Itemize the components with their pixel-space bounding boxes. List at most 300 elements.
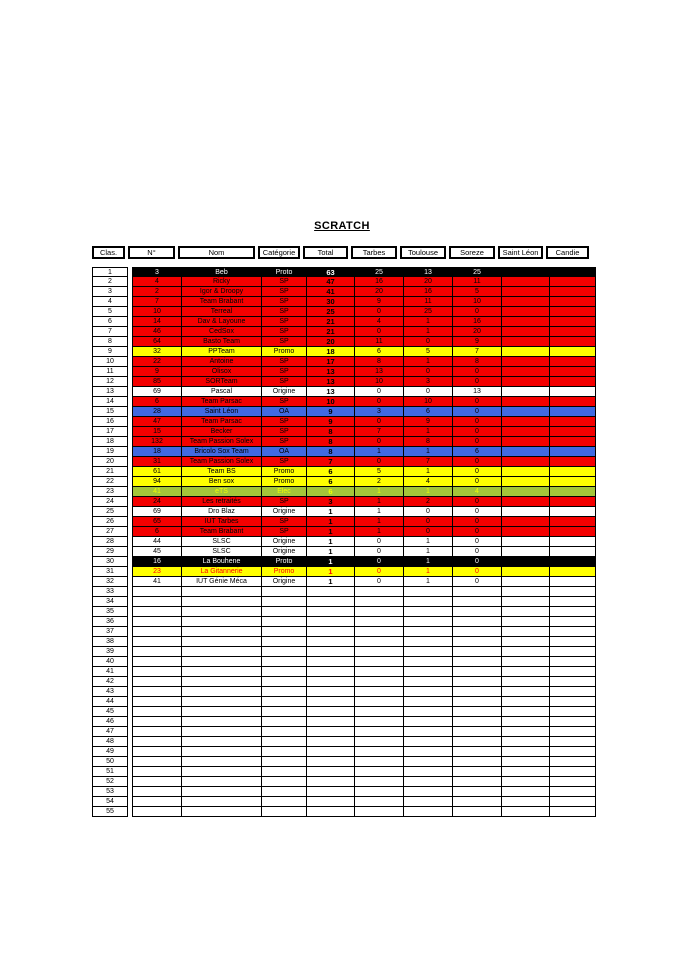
cell-soreze: 0 [453,547,502,557]
cell-saint-leon [502,277,550,287]
cell-numero [132,637,182,647]
cell-saint-leon [502,627,550,637]
cell-numero: 31 [132,457,182,467]
cell-tarbes [355,597,404,607]
cell-soreze [453,787,502,797]
cell-toulouse: 0 [404,367,453,377]
cell-tarbes [355,587,404,597]
table-row [92,387,596,397]
cell-clas: 30 [92,557,128,567]
cell-soreze: 0 [453,467,502,477]
cell-categorie: Origine [262,547,307,557]
cell-soreze: 5 [453,287,502,297]
cell-numero: 69 [132,387,182,397]
cell-total [307,757,355,767]
cell-saint-leon [502,567,550,577]
cell-total: 8 [307,437,355,447]
cell-soreze: 0 [453,497,502,507]
cell-toulouse [404,717,453,727]
cell-nom: SLSC [182,537,262,547]
cell-candie [550,587,596,597]
cell-clas: 36 [92,617,128,627]
cell-soreze [453,697,502,707]
cell-numero [132,657,182,667]
cell-saint-leon [502,647,550,657]
row-strip [132,357,596,367]
cell-tarbes: 0 [355,437,404,447]
cell-toulouse: 9 [404,417,453,427]
table-row [92,347,596,357]
cell-tarbes [355,727,404,737]
cell-numero: 41 [132,577,182,587]
cell-toulouse: 0 [404,507,453,517]
cell-soreze: 4 [453,487,502,497]
column-header-numero: N° [128,246,175,259]
cell-toulouse: 6 [404,407,453,417]
cell-soreze: 20 [453,327,502,337]
cell-total: 9 [307,407,355,417]
cell-candie [550,787,596,797]
row-strip [132,277,596,287]
cell-saint-leon [502,777,550,787]
cell-numero: 32 [132,347,182,357]
cell-nom: Team BS [182,467,262,477]
cell-categorie [262,757,307,767]
cell-numero: 94 [132,477,182,487]
cell-numero [132,727,182,737]
cell-total [307,677,355,687]
cell-total [307,807,355,817]
row-strip [132,537,596,547]
cell-toulouse: 2 [404,497,453,507]
cell-tarbes: 0 [355,417,404,427]
cell-clas: 20 [92,457,128,467]
cell-clas: 52 [92,777,128,787]
cell-toulouse: 1 [404,537,453,547]
cell-tarbes: 10 [355,377,404,387]
table-row [92,457,596,467]
cell-nom: IUT Génie Méca [182,577,262,587]
cell-categorie [262,597,307,607]
column-header-nom: Nom [178,246,255,259]
cell-saint-leon [502,807,550,817]
row-strip [132,377,596,387]
cell-numero [132,797,182,807]
cell-clas: 43 [92,687,128,697]
cell-toulouse [404,757,453,767]
row-strip [132,337,596,347]
cell-clas: 4 [92,297,128,307]
cell-candie [550,507,596,517]
cell-saint-leon [502,757,550,767]
cell-soreze: 0 [453,477,502,487]
cell-toulouse: 5 [404,347,453,357]
cell-candie [550,537,596,547]
cell-numero: 10 [132,307,182,317]
cell-nom [182,677,262,687]
cell-toulouse: 1 [404,447,453,457]
cell-saint-leon [502,437,550,447]
table-row [92,687,596,697]
cell-toulouse: 1 [404,557,453,567]
table-row [92,527,596,537]
cell-tarbes [355,697,404,707]
cell-toulouse: 8 [404,437,453,447]
cell-saint-leon [502,517,550,527]
cell-saint-leon [502,417,550,427]
cell-saint-leon [502,607,550,617]
cell-toulouse: 1 [404,327,453,337]
cell-toulouse: 4 [404,477,453,487]
cell-nom: PPTeam [182,347,262,357]
cell-soreze: 0 [453,417,502,427]
cell-candie [550,727,596,737]
cell-soreze: 6 [453,447,502,457]
table-row [92,617,596,627]
cell-toulouse [404,597,453,607]
cell-clas: 27 [92,527,128,537]
cell-tarbes: 1 [355,447,404,457]
row-strip [132,527,596,537]
cell-saint-leon [502,707,550,717]
cell-numero: 3 [132,267,182,277]
row-strip [132,367,596,377]
table-header [92,246,589,259]
cell-numero: 2 [132,287,182,297]
cell-categorie: SP [262,297,307,307]
cell-categorie: Origine [262,537,307,547]
cell-numero [132,607,182,617]
cell-categorie [262,587,307,597]
cell-soreze [453,607,502,617]
row-strip [132,287,596,297]
cell-clas: 48 [92,737,128,747]
cell-soreze [453,737,502,747]
row-strip [132,677,596,687]
cell-total [307,617,355,627]
row-strip [132,487,596,497]
cell-candie [550,487,596,497]
cell-categorie: Origine [262,507,307,517]
cell-clas: 6 [92,317,128,327]
table-row [92,647,596,657]
cell-clas: 55 [92,807,128,817]
cell-tarbes: 0 [355,567,404,577]
table-row [92,637,596,647]
cell-numero [132,757,182,767]
cell-toulouse [404,787,453,797]
cell-clas: 7 [92,327,128,337]
cell-tarbes [355,787,404,797]
cell-saint-leon [502,407,550,417]
cell-clas: 28 [92,537,128,547]
row-strip [132,747,596,757]
cell-total: 30 [307,297,355,307]
cell-candie [550,647,596,657]
cell-categorie [262,787,307,797]
cell-nom: Pascal [182,387,262,397]
cell-numero [132,707,182,717]
cell-categorie: Proto [262,267,307,277]
cell-soreze: 10 [453,297,502,307]
cell-saint-leon [502,467,550,477]
cell-nom [182,757,262,767]
cell-tarbes: 0 [355,537,404,547]
cell-candie [550,467,596,477]
cell-categorie: SP [262,437,307,447]
cell-candie [550,457,596,467]
row-strip [132,477,596,487]
cell-categorie: SP [262,317,307,327]
cell-nom: Ben sox [182,477,262,487]
cell-tarbes [355,737,404,747]
cell-soreze: 0 [453,527,502,537]
cell-total: 6 [307,477,355,487]
column-header-clas: Clas. [92,246,125,259]
cell-soreze: 0 [453,367,502,377]
cell-tarbes [355,677,404,687]
cell-soreze: 13 [453,387,502,397]
cell-candie [550,287,596,297]
cell-clas: 33 [92,587,128,597]
row-strip [132,607,596,617]
table-row [92,707,596,717]
cell-nom: Ricky [182,277,262,287]
cell-numero [132,667,182,677]
cell-soreze [453,797,502,807]
cell-numero [132,697,182,707]
cell-saint-leon [502,747,550,757]
cell-soreze [453,627,502,637]
cell-toulouse: 11 [404,297,453,307]
cell-nom: Beb [182,267,262,277]
cell-total [307,697,355,707]
cell-toulouse: 20 [404,277,453,287]
cell-candie [550,357,596,367]
cell-total [307,687,355,697]
column-header-saintleon: Saint Léon [498,246,543,259]
cell-tarbes [355,777,404,787]
cell-numero: 65 [132,517,182,527]
table-row [92,597,596,607]
cell-total: 1 [307,577,355,587]
row-strip [132,807,596,817]
cell-nom [182,627,262,637]
cell-nom: Bricolo Sox Team [182,447,262,457]
cell-clas: 50 [92,757,128,767]
cell-clas: 16 [92,417,128,427]
cell-numero: 45 [132,547,182,557]
cell-numero: 15 [132,427,182,437]
table-row [92,677,596,687]
cell-soreze: 0 [453,537,502,547]
cell-toulouse: 13 [404,267,453,277]
cell-categorie: SP [262,287,307,297]
cell-tarbes: 1 [355,497,404,507]
cell-soreze: 0 [453,517,502,527]
cell-clas: 14 [92,397,128,407]
cell-numero [132,587,182,597]
cell-soreze [453,587,502,597]
cell-total [307,707,355,717]
cell-soreze [453,647,502,657]
cell-toulouse [404,777,453,787]
cell-nom [182,637,262,647]
cell-nom [182,777,262,787]
table-row [92,357,596,367]
cell-saint-leon [502,287,550,297]
cell-toulouse: 0 [404,387,453,397]
cell-candie [550,427,596,437]
cell-soreze: 0 [453,437,502,447]
cell-soreze: 0 [453,577,502,587]
cell-candie [550,367,596,377]
cell-clas: 22 [92,477,128,487]
cell-soreze: 9 [453,337,502,347]
cell-candie [550,597,596,607]
cell-numero [132,627,182,637]
cell-toulouse: 10 [404,397,453,407]
cell-tarbes: 8 [355,357,404,367]
table-row [92,397,596,407]
cell-total: 47 [307,277,355,287]
cell-toulouse [404,677,453,687]
cell-numero: 132 [132,437,182,447]
cell-numero: 44 [132,537,182,547]
cell-total [307,777,355,787]
cell-total: 41 [307,287,355,297]
cell-soreze: 0 [453,407,502,417]
cell-tarbes [355,747,404,757]
table-row [92,567,596,577]
row-strip [132,777,596,787]
cell-categorie [262,777,307,787]
row-strip [132,797,596,807]
cell-tarbes [355,647,404,657]
cell-tarbes: 9 [355,297,404,307]
cell-candie [550,557,596,567]
cell-toulouse: 1 [404,567,453,577]
cell-categorie [262,627,307,637]
row-strip [132,787,596,797]
column-header-candie: Candie [546,246,589,259]
cell-toulouse [404,747,453,757]
cell-categorie: SP [262,377,307,387]
row-strip [132,387,596,397]
cell-numero: 61 [132,467,182,477]
cell-nom [182,607,262,617]
cell-categorie [262,647,307,657]
cell-tarbes: 0 [355,457,404,467]
cell-categorie [262,727,307,737]
cell-clas: 47 [92,727,128,737]
table-row [92,747,596,757]
cell-candie [550,477,596,487]
cell-soreze [453,807,502,817]
cell-total [307,607,355,617]
row-strip [132,467,596,477]
cell-tarbes: 6 [355,347,404,357]
cell-tarbes: 1 [355,507,404,517]
cell-categorie [262,717,307,727]
cell-tarbes: 16 [355,277,404,287]
cell-numero: 7 [132,297,182,307]
row-strip [132,397,596,407]
cell-saint-leon [502,547,550,557]
table-row [92,807,596,817]
cell-categorie: SP [262,307,307,317]
row-strip [132,517,596,527]
cell-nom [182,717,262,727]
cell-total [307,597,355,607]
cell-nom [182,647,262,657]
cell-candie [550,807,596,817]
cell-categorie: SP [262,517,307,527]
cell-candie [550,657,596,667]
cell-toulouse [404,687,453,697]
cell-tarbes: 1 [355,487,404,497]
cell-nom: Dro Blaz [182,507,262,517]
cell-clas: 45 [92,707,128,717]
cell-categorie: SP [262,417,307,427]
cell-candie [550,617,596,627]
table-row [92,477,596,487]
cell-total: 8 [307,447,355,457]
cell-soreze: 8 [453,357,502,367]
cell-total: 1 [307,517,355,527]
cell-clas: 1 [92,267,128,277]
cell-categorie [262,797,307,807]
table-row [92,517,596,527]
cell-candie [550,717,596,727]
cell-saint-leon [502,387,550,397]
cell-categorie: Proto [262,557,307,567]
cell-total: 18 [307,347,355,357]
cell-numero [132,687,182,697]
cell-categorie [262,667,307,677]
cell-clas: 25 [92,507,128,517]
cell-tarbes [355,607,404,617]
cell-clas: 34 [92,597,128,607]
cell-clas: 2 [92,277,128,287]
table-row [92,297,596,307]
row-strip [132,767,596,777]
scratch-table-body [92,267,596,817]
cell-saint-leon [502,667,550,677]
table-row [92,427,596,437]
column-header-tarbes: Tarbes [351,246,397,259]
cell-candie [550,767,596,777]
cell-clas: 38 [92,637,128,647]
cell-nom: SLSC [182,547,262,557]
cell-clas: 41 [92,667,128,677]
cell-categorie [262,707,307,717]
cell-categorie: Promo [262,567,307,577]
cell-candie [550,627,596,637]
row-strip [132,657,596,667]
cell-nom [182,737,262,747]
cell-tarbes [355,707,404,717]
cell-total [307,657,355,667]
cell-candie [550,677,596,687]
cell-tarbes: 0 [355,397,404,407]
row-strip [132,457,596,467]
cell-soreze [453,667,502,677]
cell-tarbes: 0 [355,387,404,397]
cell-nom: SORTeam [182,377,262,387]
cell-saint-leon [502,597,550,607]
cell-clas: 19 [92,447,128,457]
